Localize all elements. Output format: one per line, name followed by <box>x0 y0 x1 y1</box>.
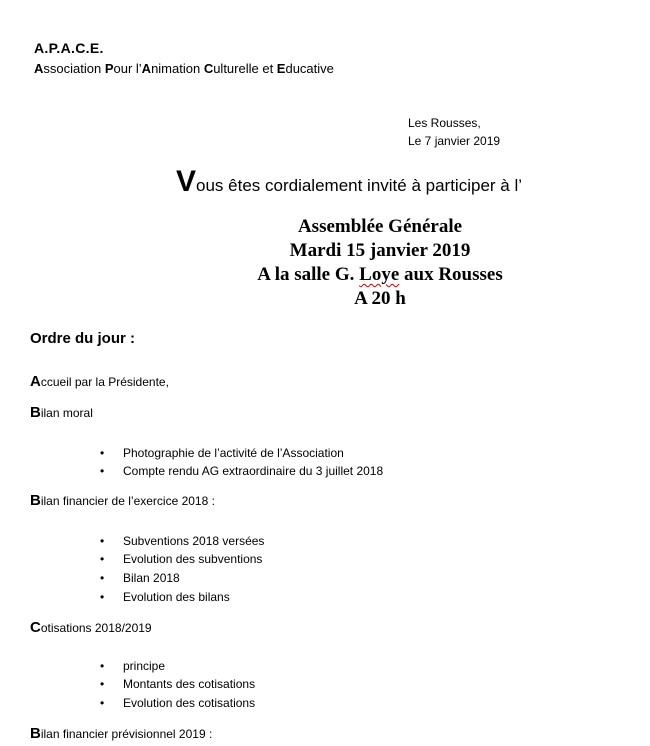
spellcheck-word: Loye <box>359 264 400 285</box>
list-item: • Compte rendu AG extraordinaire du 3 juillet 2018 <box>100 464 384 478</box>
agenda-section-welcome: Accueil par la Présidente, <box>30 373 169 390</box>
list-item: • Photographie de l’activité de l’Association <box>100 446 344 460</box>
agenda-section-moral-report: Bilan moral <box>30 404 93 421</box>
list-item: • Evolution des bilans <box>100 590 230 604</box>
agenda-section-forecast-budget: Bilan financier prévisionnel 2019 : <box>30 725 213 742</box>
letter-location: Les Rousses, <box>408 116 481 130</box>
list-item: • Evolution des subventions <box>100 552 263 566</box>
agenda-section-financial-report: Bilan financier de l’exercice 2018 : <box>30 492 215 509</box>
list-item: • Bilan 2018 <box>100 571 180 585</box>
event-venue: A la salle G. Loye aux Rousses <box>257 264 503 285</box>
agenda-title: Ordre du jour : <box>30 330 135 347</box>
invitation-initial: V <box>176 165 197 198</box>
event-datetime: Mardi 15 janvier 2019 <box>289 240 471 261</box>
list-item: • Montants des cotisations <box>100 677 256 691</box>
event-time: A 20 h <box>354 288 406 309</box>
list-item: • Evolution des cotisations <box>100 696 256 710</box>
invitation-sentence: Vous êtes cordialement invité à participer à l’ <box>176 165 523 198</box>
letter-date: Le 7 janvier 2019 <box>408 134 501 148</box>
list-item: • Subventions 2018 versées <box>100 534 265 548</box>
organization-full-name: Association Pour l’Animation Culturelle et Educative <box>34 61 334 76</box>
list-item: • principe <box>100 659 166 673</box>
event-title: Assemblée Générale <box>297 216 463 237</box>
organization-abbreviation: A.P.A.C.E. <box>34 40 104 56</box>
agenda-section-membership-fees: Cotisations 2018/2019 <box>30 619 152 636</box>
